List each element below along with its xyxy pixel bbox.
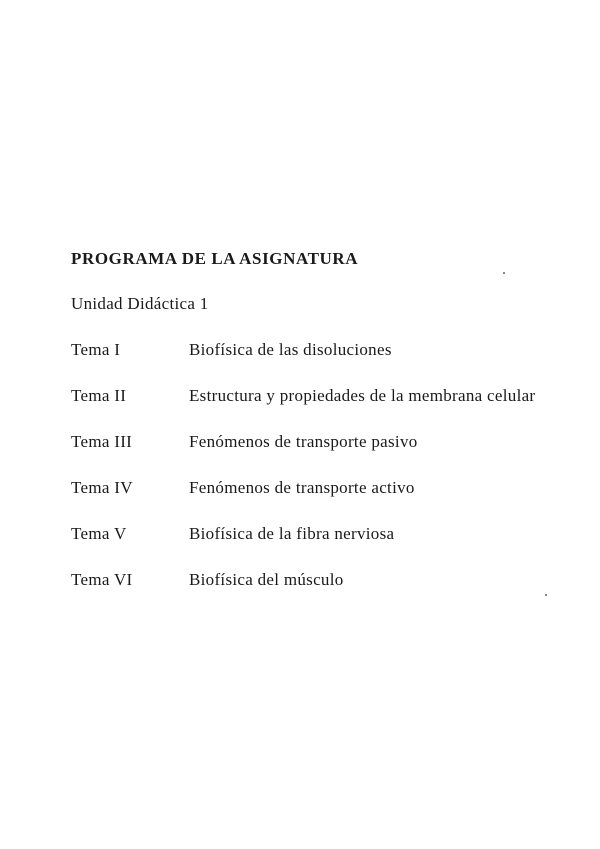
topic-title: Fenómenos de transporte activo xyxy=(189,478,415,497)
topic-row xyxy=(71,524,591,570)
scan-speck xyxy=(503,272,505,274)
unit-title: Unidad Didáctica 1 xyxy=(71,294,209,313)
topic-label: Tema I xyxy=(71,340,121,359)
topic-title: Fenómenos de transporte pasivo xyxy=(189,432,418,451)
topic-title: Estructura y propiedades de la membrana celular xyxy=(189,386,536,405)
topic-label: Tema II xyxy=(71,386,127,405)
topic-row xyxy=(71,478,591,524)
page-title: PROGRAMA DE LA ASIGNATURA xyxy=(71,249,359,268)
topic-label: Tema IV xyxy=(71,478,133,497)
scan-speck xyxy=(545,594,547,596)
topic-title: Biofísica de las disoluciones xyxy=(189,340,392,359)
topic-row xyxy=(71,432,591,478)
topic-row xyxy=(71,386,591,432)
topic-row xyxy=(71,570,591,616)
topic-title: Biofísica del músculo xyxy=(189,570,344,589)
topic-list xyxy=(71,340,591,616)
topic-label: Tema III xyxy=(71,432,133,451)
topic-label: Tema V xyxy=(71,524,127,543)
topic-label: Tema VI xyxy=(71,570,133,589)
topic-title: Biofísica de la fibra nerviosa xyxy=(189,524,395,543)
topic-row xyxy=(71,340,591,386)
